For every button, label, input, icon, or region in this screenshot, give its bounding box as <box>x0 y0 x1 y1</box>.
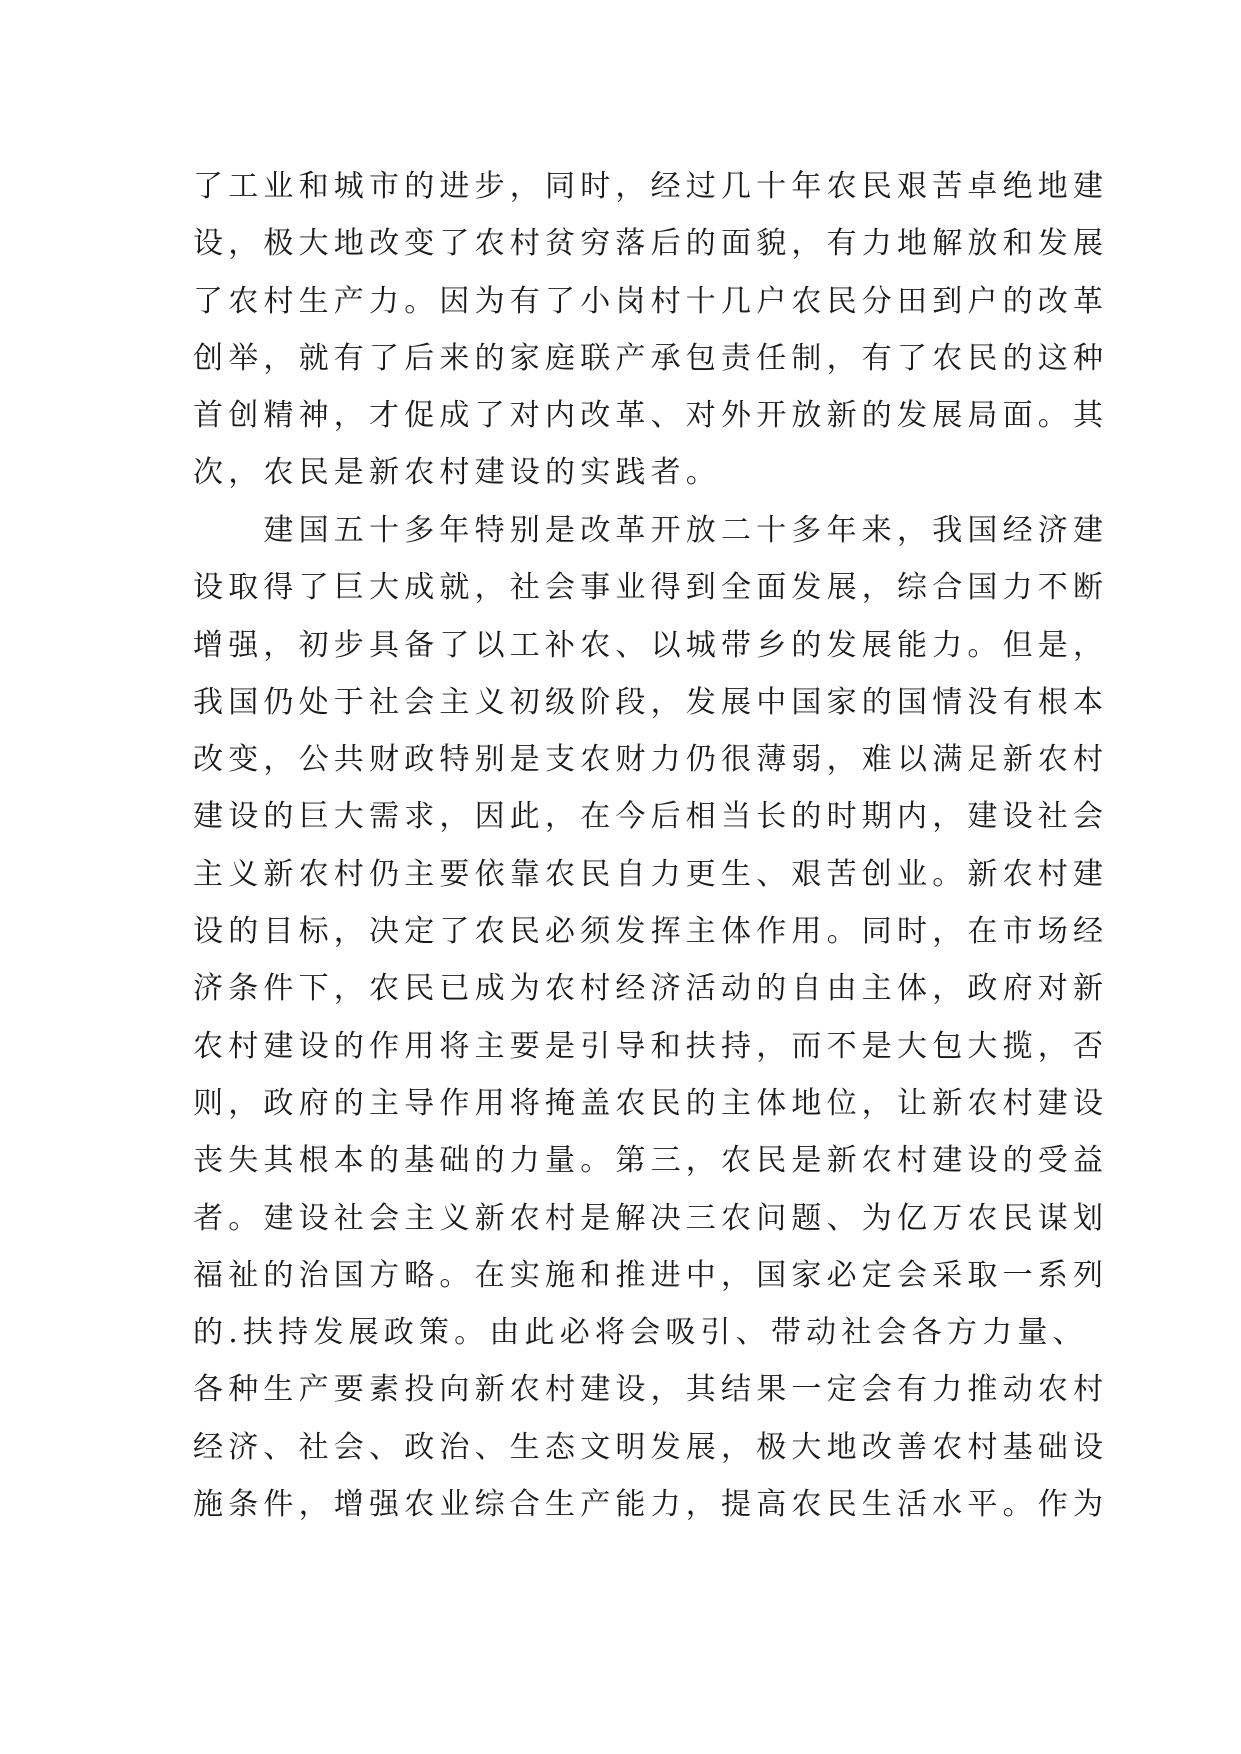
text-line: 设的目标，决定了农民必须发挥主体作用。同时，在市场经 <box>193 914 1109 950</box>
text-line: 增强，初步具备了以工补农、以城带乡的发展能力。但是， <box>193 627 1109 663</box>
text-line: 首创精神，才促成了对内改革、对外开放新的发展局面。其 <box>193 398 1109 434</box>
text-line: 改变，公共财政特别是支农财力仍很薄弱，难以满足新农村 <box>193 742 1109 778</box>
text-line: 经济、社会、政治、生态文明发展，极大地改善农村基础设 <box>193 1429 1109 1465</box>
text-line: 设，极大地改变了农村贫穷落后的面貌，有力地解放和发展 <box>193 226 1109 262</box>
text-line: 施条件，增强农业综合生产能力，提高农民生活水平。作为 <box>193 1487 1109 1523</box>
text-line: 的.扶持发展政策。由此必将会吸引、带动社会各方力量、 <box>193 1315 1088 1351</box>
text-line: 各种生产要素投向新农村建设，其结果一定会有力推动农村 <box>193 1372 1109 1408</box>
text-line: 农村建设的作用将主要是引导和扶持，而不是大包大揽，否 <box>193 1028 1109 1064</box>
text-line: 建国五十多年特别是改革开放二十多年来，我国经济建 <box>193 513 1109 548</box>
text-line: 次，农民是新农村建设的实践者。 <box>193 455 721 491</box>
text-line: 丧失其根本的基础的力量。第三，农民是新农村建设的受益 <box>193 1143 1109 1179</box>
text-line: 济条件下，农民已成为农村经济活动的自由主体，政府对新 <box>193 971 1109 1007</box>
paragraph-2 <box>193 502 1109 1533</box>
text-line: 主义新农村仍主要依靠农民自力更生、艰苦创业。新农村建 <box>193 856 1109 892</box>
text-line: 福祉的治国方略。在实施和推进中，国家必定会采取一系列 <box>193 1257 1109 1293</box>
text-line: 我国仍处于社会主义初级阶段，发展中国家的国情没有根本 <box>193 684 1109 720</box>
text-line: 了工业和城市的进步，同时，经过几十年农民艰苦卓绝地建 <box>193 169 1109 204</box>
text-line: 设取得了巨大成就，社会事业得到全面发展，综合国力不断 <box>193 570 1109 606</box>
text-line: 则，政府的主导作用将掩盖农民的主体地位，让新农村建设 <box>193 1085 1109 1121</box>
paragraph-1 <box>193 158 1109 502</box>
text-line: 创举，就有了后来的家庭联产承包责任制，有了农民的这种 <box>193 340 1109 376</box>
text-line: 建设的巨大需求，因此，在今后相当长的时期内，建设社会 <box>193 799 1109 835</box>
text-line: 了农村生产力。因为有了小岗村十几户农民分田到户的改革 <box>193 283 1109 319</box>
text-line: 者。建设社会主义新农村是解决三农问题、为亿万农民谋划 <box>193 1200 1109 1236</box>
